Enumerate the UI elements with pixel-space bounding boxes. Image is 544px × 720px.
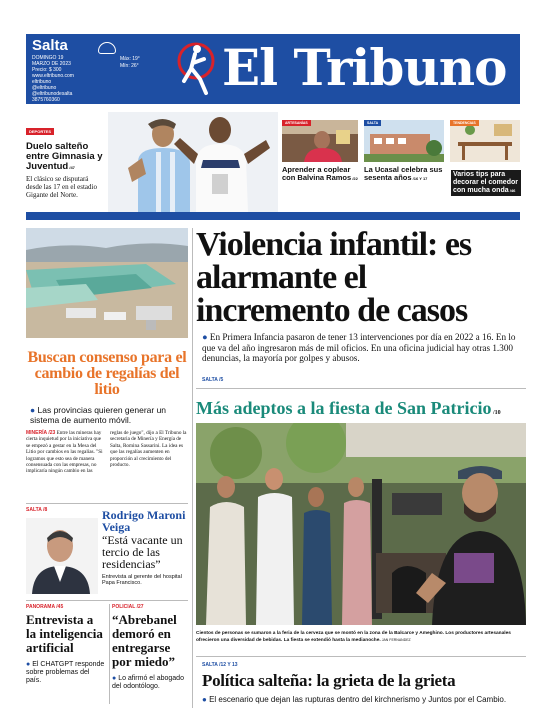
cloud-icon (98, 42, 116, 54)
teaser-abrebanel[interactable] (112, 604, 190, 691)
san-patricio-crowd-photo (196, 423, 526, 625)
newspaper-title: El Tribuno (222, 38, 507, 97)
teaser-body: El clásico se disputará desde las 17 en el estadio Gigante del Norte. (26, 175, 97, 199)
lithium-body: MINERÍA /23 Entre las mineras hay cierta inquietud por la iniciativa que se empezó a gestar en la Mesa del Litio por cambios en las regalías. "Si logramos que esto sea de manera consensuada con las empresas, no implicaría ningún cambio en las reglas de juego", dijo a El Tribuno la secretaria de Minería y Energía de Salta, Romina Sassarini. La idea es que las regalías aumenten en proporción al crecimiento del producto. (26, 430, 187, 475)
section-kicker: SALTA /8 (26, 507, 48, 513)
section-kicker: MINERÍA /23 (26, 430, 56, 436)
thumb-tag: TENDENCIAS (450, 120, 479, 126)
section-kicker: POLICIAL /27 (112, 604, 144, 610)
masthead-city: Salta (32, 37, 68, 54)
bullet-icon: ● (202, 332, 210, 342)
bullet-icon: ● (112, 675, 119, 682)
thumb-tendencias[interactable] (450, 120, 520, 162)
lithium-deck: ● Las provincias quieren generar un sistema de aumento móvil. (30, 405, 167, 425)
thumb-tag: SALTA (364, 120, 381, 126)
section-kicker: SALTA /5 (202, 377, 224, 383)
date-line: DOMINGO 19 (32, 55, 64, 61)
thumb-ucasal[interactable] (364, 120, 444, 162)
lithium-plant-photo (26, 228, 188, 338)
thumb-caption[interactable]: Varios tips para decorar el comedor con mucha onda /46 (451, 170, 521, 196)
politica-headline[interactable]: Política salteña: la grieta de la grieta (202, 671, 456, 690)
website-link[interactable]: www.eltribuno.com (32, 73, 74, 79)
divider (26, 600, 188, 601)
social-line[interactable]: @eltribuno (32, 85, 57, 91)
logo-runner-icon (176, 39, 216, 99)
maroni-quote: “Está vacante un tercio de las residencias” (102, 533, 183, 571)
photo-caption: Cientos de personas se sumaron a la feria de la cerveza que se montó en la zona de la Balcarce y Ameghino. Los productores artesanales ofrecieron una diversidad de bebidas. La fiesta se extendió hasta la medianoche. JAN FERNANDEZ (196, 631, 511, 643)
divider (26, 503, 188, 504)
social-line[interactable]: @eltribunodesalta (32, 91, 73, 97)
price-line: Precio: $ 300 (32, 67, 62, 73)
thumb-photo-woman (282, 120, 358, 162)
ai-body: ● El CHATGPT responde sobre problemas del país. (26, 661, 105, 684)
social-line[interactable]: eltribuno (32, 79, 52, 85)
maroni-portrait-photo (26, 518, 98, 594)
section-kicker: SALTA /12 Y 13 (202, 662, 238, 668)
divider (109, 604, 110, 704)
lithium-headline[interactable]: Buscan consenso para el cambio de regalías del litio (27, 349, 187, 398)
section-kicker: PANORAMA /45 (26, 604, 64, 610)
date-line: MARZO DE 2023 (32, 61, 71, 67)
teaser-gimnasia-juventud[interactable] (26, 120, 106, 199)
thumb-photo-building (364, 120, 444, 162)
main-deck: ● En Primera Infancia pasaron de tener 13 intervenciones por día en 2022 a 16. En lo que va del año ingresaron más de mil oficios. En una oficina judicial hay otras 1.300 denuncias, la mayoría por golpes y abusos. (202, 332, 516, 363)
maroni-body: Entrevista al gerente del hospital Papa Francisco. (102, 574, 182, 587)
divider (196, 388, 526, 389)
ai-headline: Entrevista a la inteligencia artificial (26, 612, 103, 655)
teaser-title: Duelo salteño entre Gimnasia y Juventud /47 (26, 141, 103, 172)
football-players-photo (108, 112, 278, 212)
thumb-caption[interactable]: La Ucasal celebra sus sesenta años /16 Y 17 (364, 165, 443, 182)
teaser-inteligencia-artificial[interactable] (26, 604, 106, 685)
abrebanel-headline: “Abrebanel demoró en entregarse por miedo” (112, 612, 177, 669)
masthead-meta (32, 55, 102, 103)
politica-deck: ● El escenario que dejan las rupturas dentro del kirchnerismo y Juntos por el Cambio. (202, 695, 507, 704)
temp-max: Máx: 19° (120, 56, 140, 62)
top-strip (26, 112, 520, 212)
main-headline[interactable]: Violencia infantil: es alarmante el incremento de casos (196, 226, 472, 329)
divider (196, 656, 526, 657)
social-line[interactable]: 3875760360 (32, 97, 60, 103)
top-divider-bar (26, 212, 520, 220)
thumb-artesanias[interactable] (282, 120, 358, 162)
abrebanel-body: ● Lo afirmó el abogado del odontólogo. (112, 675, 184, 690)
temp-min: Mín: 26° (120, 63, 139, 69)
bullet-icon: ● (202, 695, 210, 704)
san-patricio-headline[interactable]: Más adeptos a la fiesta de San Patricio /10 (196, 398, 501, 418)
thumb-caption[interactable]: Aprender a coplear con Balvina Ramos /22 (282, 165, 358, 182)
maroni-name[interactable]: Rodrigo Maroni Veiga (102, 508, 186, 534)
thumb-tag: ARTESANÍAS (282, 120, 311, 126)
bullet-icon: ● (26, 661, 33, 668)
masthead (26, 34, 520, 104)
bullet-icon: ● (30, 405, 38, 415)
column-divider (192, 228, 193, 708)
section-tag: DEPORTES (26, 128, 54, 135)
thumb-photo-dining-room (450, 120, 520, 162)
